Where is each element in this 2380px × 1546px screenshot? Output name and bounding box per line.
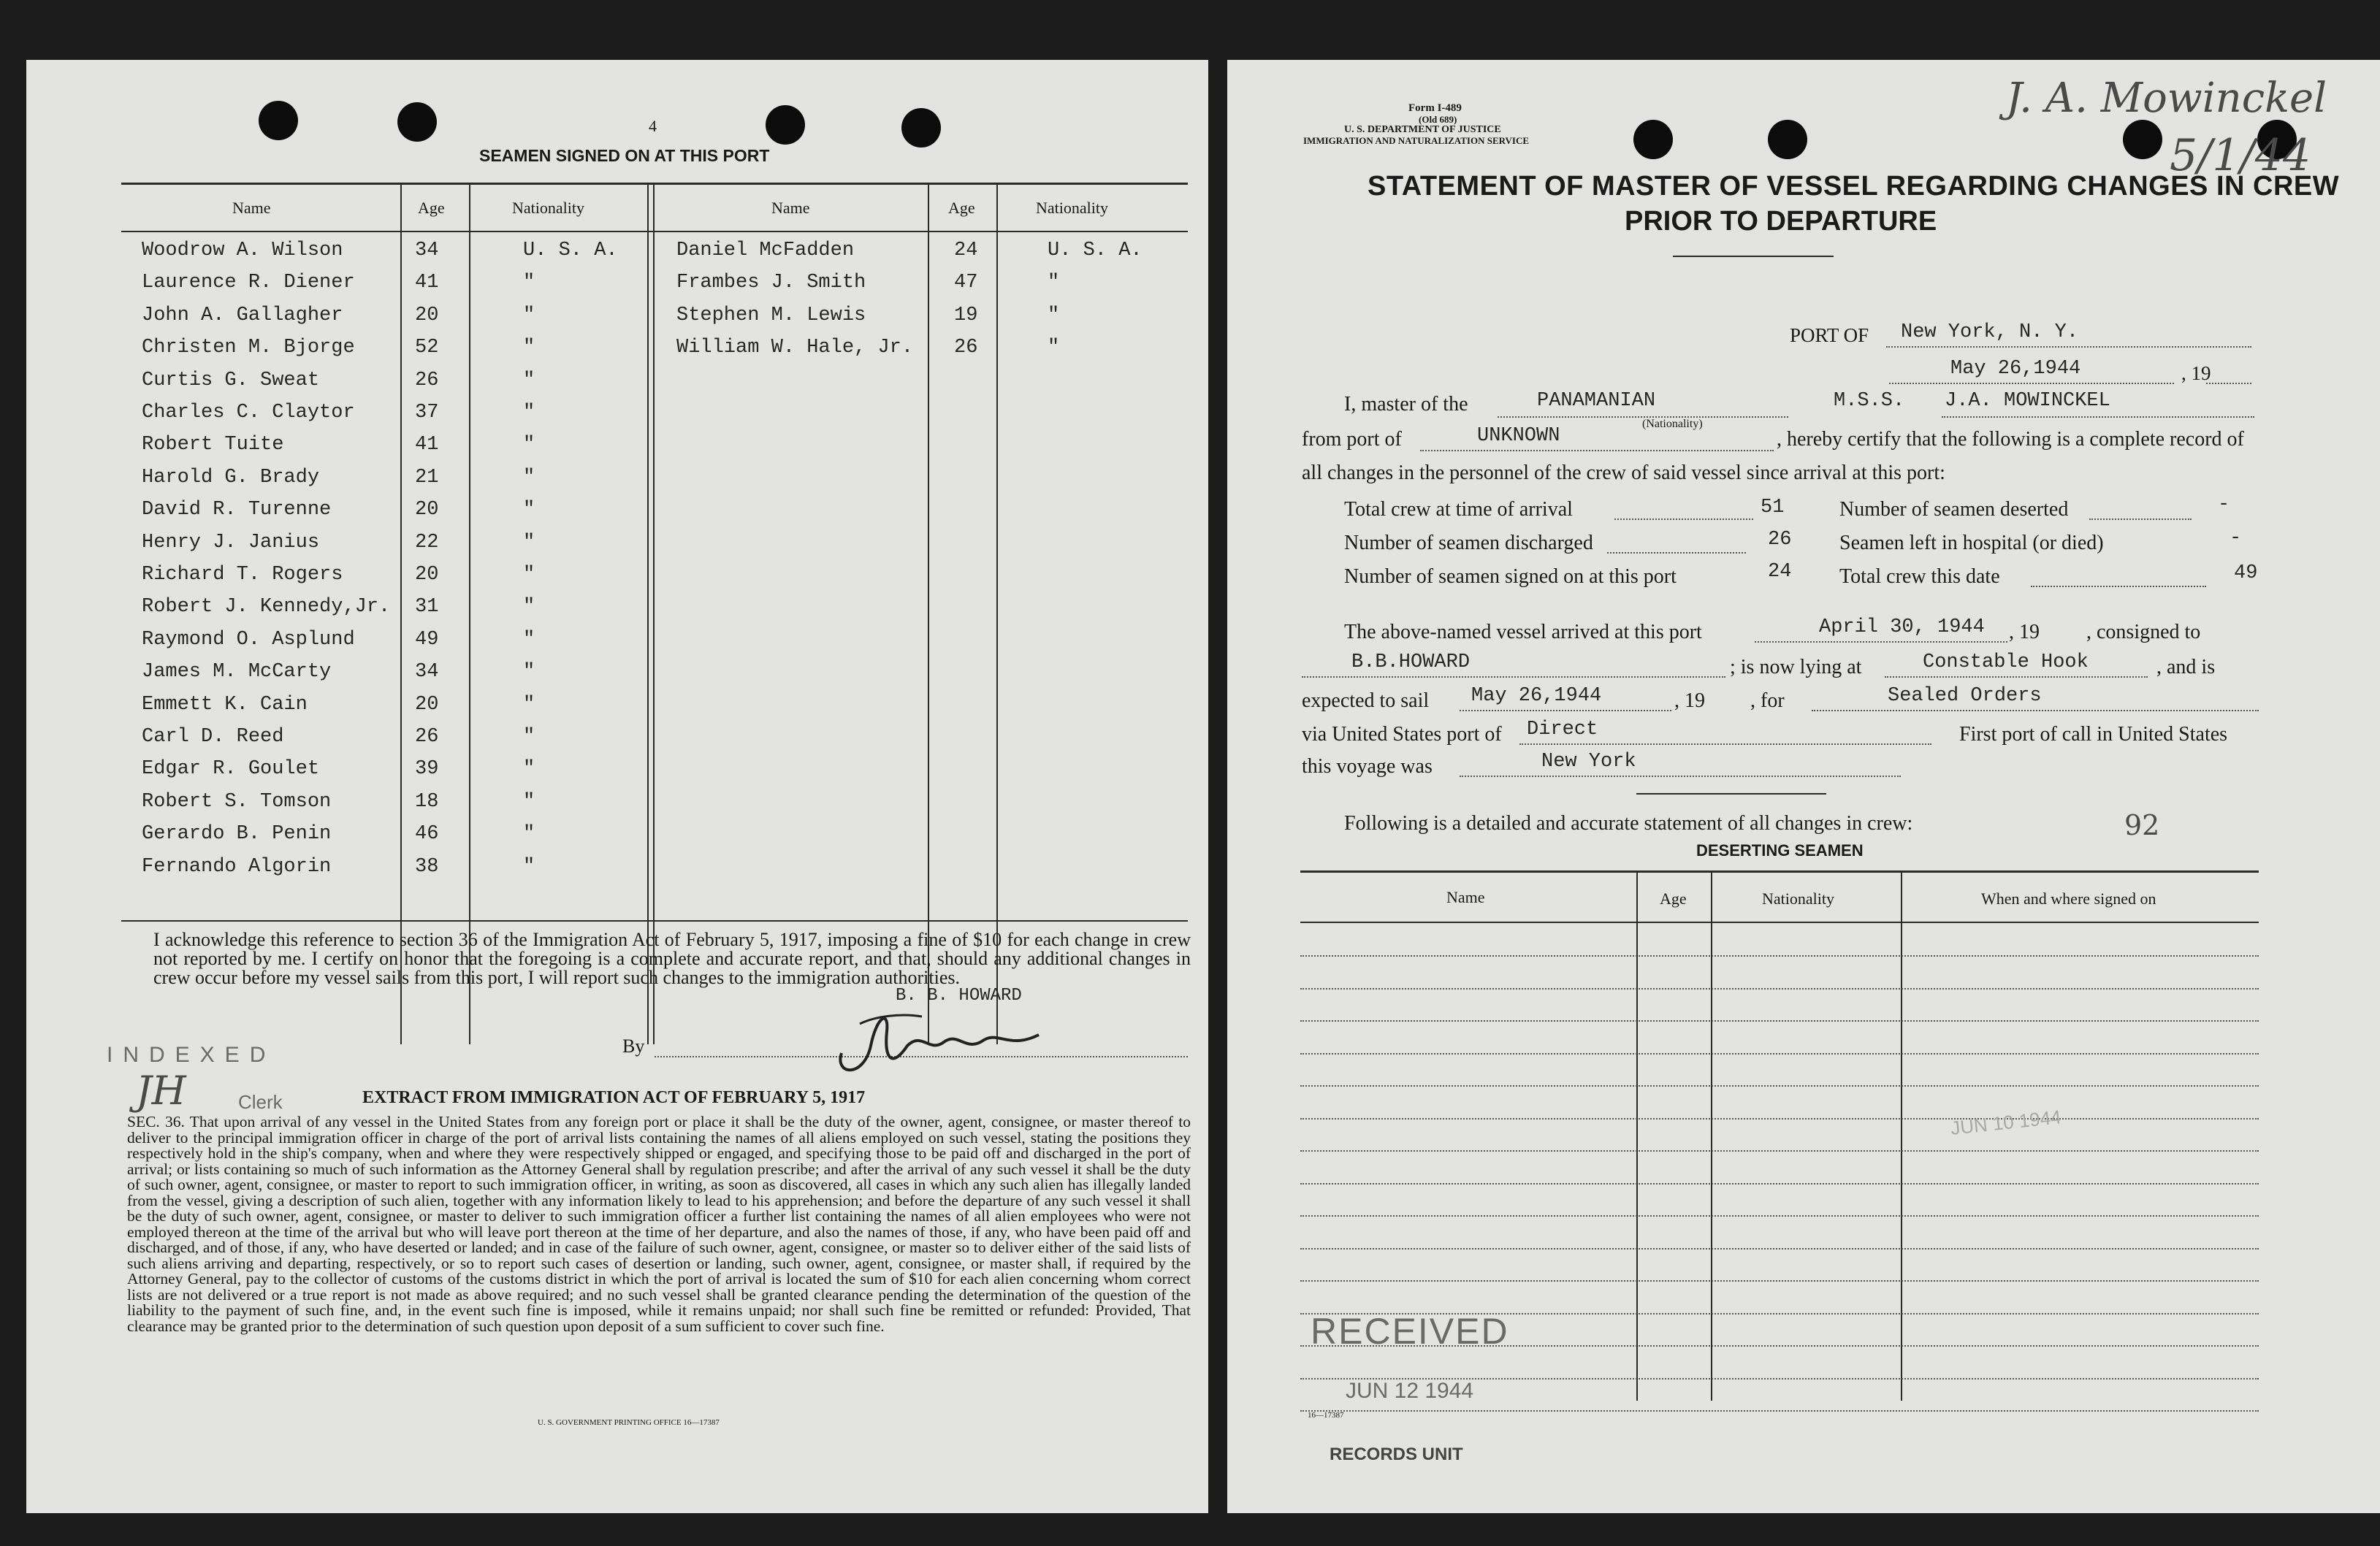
for-label: , for — [1750, 689, 1785, 712]
seaman-nationality: " — [523, 499, 535, 521]
seaman-nationality: " — [523, 790, 535, 813]
consignee-value: B.B.HOWARD — [1351, 651, 1471, 673]
statement-title-1: STATEMENT OF MASTER OF VESSEL REGARDING CHANGES IN CREW — [1368, 171, 2340, 202]
service: IMMIGRATION AND NATURALIZATION SERVICE — [1303, 135, 1530, 146]
lying-value: Constable Hook — [1923, 651, 2089, 673]
seaman-col2-nationality: " — [1048, 337, 1060, 359]
total-date-value: 49 — [2234, 562, 2258, 584]
total-arrival-value: 51 — [1761, 497, 1785, 518]
seaman-name: Carl D. Reed — [142, 726, 284, 748]
seaman-col2-name: Stephen M. Lewis — [676, 304, 866, 326]
deserting-header-when-where: When and where signed on — [1981, 889, 2156, 908]
by-label: By — [622, 1036, 645, 1057]
header-age: Age — [418, 199, 445, 217]
year-suffix: , 19 — [2009, 621, 2040, 643]
deserting-row-line — [1300, 1248, 2259, 1250]
printer-line: U. S. GOVERNMENT PRINTING OFFICE 16—17387 — [538, 1418, 720, 1427]
deserting-row-line — [1300, 1150, 2259, 1152]
deserting-row-line — [1300, 1020, 2259, 1022]
seaman-name: Laurence R. Diener — [142, 272, 355, 294]
date-value: May 26,1944 — [1950, 358, 2081, 380]
expected-year-suffix: , 19 — [1674, 689, 1705, 712]
seaman-col2-age: 47 — [954, 272, 978, 294]
deserting-row-line — [1300, 1085, 2259, 1087]
form-old: (Old 689) — [1419, 114, 1457, 125]
following-text: Following is a detailed and accurate statement of all changes in crew: — [1344, 812, 1913, 835]
seaman-age: 20 — [415, 304, 439, 326]
expected-label: expected to sail — [1302, 689, 1430, 712]
seaman-nationality: " — [523, 693, 535, 716]
seaman-name: Christen M. Bjorge — [142, 337, 355, 359]
arrived-label: The above-named vessel arrived at this port — [1344, 621, 1702, 643]
seaman-col2-name: Daniel McFadden — [676, 240, 855, 261]
signed-label: Number of seamen signed on at this port — [1344, 565, 1677, 588]
seaman-nationality: " — [523, 726, 535, 748]
seaman-nationality: " — [523, 402, 535, 424]
seaman-nationality: " — [523, 434, 535, 456]
from-port-label: from port of — [1302, 428, 1402, 451]
vessel-name: J.A. MOWINCKEL — [1945, 390, 2110, 412]
binder-hole — [397, 102, 437, 142]
indexed-stamp: INDEXED — [107, 1043, 276, 1067]
header-name: Name — [232, 199, 271, 217]
form-number: Form I-489 — [1408, 102, 1462, 114]
seaman-name: Woodrow A. Wilson — [142, 240, 343, 261]
via-value: Direct — [1527, 719, 1598, 741]
master-signature — [820, 1002, 1053, 1082]
via-label: via United States port of — [1302, 723, 1502, 746]
seaman-age: 34 — [415, 661, 439, 684]
seaman-col2-nationality: " — [1048, 304, 1060, 326]
date-suffix: , 19 — [2181, 362, 2211, 384]
form-code: 16—17387 — [1308, 1411, 1344, 1420]
acknowledgment-text: I acknowledge this reference to section 36 of the Immigration Act of February 5, 1917, imposing a fine of $10 for each change in crew not reported by me. I certify on honor that the foregoing is a complete and accurate report, and that, should any additional changes in crew occur before my vessel sails from this port, I will report such changes to the immigration authorities. — [153, 929, 1191, 988]
seaman-col2-nationality: " — [1048, 272, 1060, 294]
handwritten-date: 5/1/44 — [2170, 130, 2311, 181]
deserting-row-line — [1300, 1280, 2259, 1282]
deserting-row-line — [1300, 1183, 2259, 1185]
seaman-age: 39 — [415, 758, 439, 781]
discharged-value: 26 — [1768, 529, 1792, 551]
seaman-nationality: " — [523, 337, 535, 359]
seaman-nationality: " — [523, 758, 535, 781]
seaman-nationality: " — [523, 272, 535, 294]
binder-hole — [766, 105, 805, 145]
records-unit-stamp: RECORDS UNIT — [1330, 1444, 1463, 1464]
seaman-name: Fernando Algorin — [142, 855, 332, 878]
binder-hole — [1633, 120, 1673, 159]
seaman-age: 52 — [415, 337, 439, 359]
port-label: PORT OF — [1790, 324, 1869, 346]
seaman-name: Raymond O. Asplund — [142, 628, 355, 651]
seaman-age: 26 — [415, 369, 439, 391]
seaman-nationality: " — [523, 564, 535, 586]
seaman-col2-age: 19 — [954, 304, 978, 326]
seaman-age: 41 — [415, 434, 439, 456]
left-page — [26, 60, 1208, 1513]
vessel-type: M.S.S. — [1834, 390, 1905, 412]
seaman-name: James M. McCarty — [142, 661, 332, 684]
seaman-age: 38 — [415, 855, 439, 878]
seaman-nationality: " — [523, 661, 535, 684]
deserting-header-nationality: Nationality — [1762, 889, 1834, 908]
voyage-label: this voyage was — [1302, 755, 1433, 778]
seaman-age: 18 — [415, 790, 439, 813]
seaman-age: 31 — [415, 596, 439, 619]
consigned-label: , consigned to — [2086, 621, 2201, 643]
header-nationality-2: Nationality — [1036, 199, 1108, 217]
seaman-age: 20 — [415, 499, 439, 521]
for-value: Sealed Orders — [1888, 685, 2042, 707]
total-date-label: Total crew this date — [1839, 565, 2000, 588]
binder-hole — [1768, 120, 1807, 159]
seaman-col2-name: William W. Hale, Jr. — [676, 337, 914, 359]
faint-stamp-date: JUN 10 1944 — [1949, 1106, 2062, 1139]
signed-value: 24 — [1768, 561, 1792, 583]
from-port-value: UNKNOWN — [1477, 425, 1560, 447]
seaman-col2-age: 26 — [954, 337, 978, 359]
seaman-age: 37 — [415, 402, 439, 424]
department: U. S. DEPARTMENT OF JUSTICE — [1344, 124, 1501, 135]
seaman-name: Robert Tuite — [142, 434, 284, 456]
handwritten-vessel-note: J. A. Mowinckel — [2006, 74, 2327, 122]
seaman-nationality: " — [523, 628, 535, 651]
binder-hole — [259, 101, 298, 140]
seaman-nationality: " — [523, 369, 535, 391]
and-is: , and is — [2156, 656, 2216, 678]
certify-text-2: all changes in the personnel of the crew of said vessel since arrival at this port: — [1302, 462, 1945, 484]
seaman-name: Richard T. Rogers — [142, 564, 343, 586]
seaman-name: Emmett K. Cain — [142, 693, 308, 716]
seaman-name: Edgar R. Goulet — [142, 758, 320, 781]
seaman-age: 41 — [415, 272, 439, 294]
seaman-col2-name: Frambes J. Smith — [676, 272, 866, 294]
seaman-name: David R. Turenne — [142, 499, 332, 521]
seaman-nationality: " — [523, 855, 535, 878]
seaman-name: Curtis G. Sweat — [142, 369, 320, 391]
seaman-nationality: " — [523, 466, 535, 489]
seamen-signed-title: SEAMEN SIGNED ON AT THIS PORT — [479, 146, 770, 165]
hospital-label: Seamen left in hospital (or died) — [1839, 532, 2104, 554]
seaman-name: Charles C. Claytor — [142, 402, 355, 424]
binder-hole — [2123, 120, 2162, 159]
header-nationality: Nationality — [512, 199, 584, 217]
margin-number: 92 — [2124, 809, 2160, 841]
seaman-age: 20 — [415, 564, 439, 586]
extract-text: SEC. 36. That upon arrival of any vessel in the United States from any foreign port or place it shall be the duty of the owner, agent, consignee, or master thereof to deliver to the principal immigration officer in charge of the port of arrival lists containing the names of all aliens employed on such vessel, stating the positions they respectively hold in the ship's company, when and where they were respectively shipped or engaged, and specifying those to be paid off and discharged in the port of arrival; or lists containing so much of such information as the Attorney General shall by regulation prescribe; and after the arrival of any such vessel it shall be the duty of such owner, agent, consignee, or master to report to such immigration officer, in writing, as soon as discovered, all cases in which any such alien has illegally landed from the vessel, giving a description of such alien, together with any information likely to lead to his apprehension; and before the departure of any such vessel it shall be the duty of such owner, agent, consignee, or master to deliver to such immigration officer a further list containing the names of all alien employees who were not employed thereon at the time of the arrival but who will leave port thereon at the time of her departure, and also the names of those, if any, who have been paid off and discharged, and of those, if any, who have deserted or landed; and in case of the failure of such owner, agent, consignee, or master so to deliver either of the said lists of such aliens arriving and departing, respectively, or so to report such cases of desertion or landing, such owner, agent, consignee, or master shall, if required by the Attorney General, pay to the collector of customs of the customs district in which the port of arrival is located the sum of $10 for each alien concerning whom correct lists are not delivered or a true report is not made as above required; and no such vessel shall be granted clearance pending the determination of the question of the liability to the payment of such fine, and, in the event such fine is imposed, while it remains unpaid; nor shall such fine be remitted or refunded: Provided, That clearance may be granted prior to the determination of such question upon deposit of a sum sufficient to cover such fine. — [127, 1113, 1191, 1335]
seaman-nationality: U. S. A. — [523, 240, 618, 261]
seaman-name: Harold G. Brady — [142, 466, 320, 489]
deserting-row-line — [1300, 1053, 2259, 1055]
received-date: JUN 12 1944 — [1346, 1379, 1474, 1403]
seaman-age: 21 — [415, 466, 439, 489]
deserting-row-line — [1300, 955, 2259, 957]
seaman-name: John A. Gallagher — [142, 304, 343, 326]
seaman-age: 20 — [415, 693, 439, 716]
deserting-row-line — [1300, 1215, 2259, 1217]
deserted-value: - — [2218, 494, 2230, 516]
seaman-col2-age: 24 — [954, 240, 978, 261]
clerk-initials: JH — [136, 1068, 186, 1114]
deserting-row-line — [1300, 1410, 2259, 1412]
signature-text — [874, 1025, 934, 1041]
seaman-name: Gerardo B. Penin — [142, 823, 332, 846]
seaman-age: 22 — [415, 531, 439, 554]
seaman-age: 46 — [415, 823, 439, 846]
nationality-caption: (Nationality) — [1642, 418, 1703, 430]
arrived-value: April 30, 1944 — [1819, 616, 1985, 638]
binder-hole — [901, 108, 941, 148]
seaman-name: Robert S. Tomson — [142, 790, 332, 813]
lying-label: ; is now lying at — [1730, 656, 1862, 678]
seaman-nationality: " — [523, 823, 535, 846]
nationality-value: PANAMANIAN — [1537, 390, 1656, 412]
discharged-label: Number of seamen discharged — [1344, 532, 1593, 554]
total-arrival-label: Total crew at time of arrival — [1344, 498, 1573, 521]
port-value: New York, N. Y. — [1901, 321, 2079, 343]
master-prefix: I, master of the — [1344, 393, 1468, 416]
hospital-value: - — [2230, 527, 2242, 549]
seaman-nationality: " — [523, 531, 535, 554]
voyage-value: New York — [1541, 751, 1636, 773]
seaman-age: 26 — [415, 726, 439, 748]
statement-title-2: PRIOR TO DEPARTURE — [1625, 206, 1937, 237]
right-page — [1227, 60, 2380, 1513]
page-number: 4 — [649, 117, 657, 135]
deserting-header-name: Name — [1446, 888, 1485, 906]
deserting-row-line — [1300, 988, 2259, 990]
seaman-name: Robert J. Kennedy,Jr. — [142, 596, 391, 619]
seaman-name: Henry J. Janius — [142, 531, 320, 554]
seaman-nationality: " — [523, 304, 535, 326]
first-port-label: First port of call in United States — [1959, 723, 2228, 746]
agent-name: B. B. HOWARD — [896, 986, 1022, 1006]
deserting-row-line — [1300, 1118, 2259, 1120]
header-age-2: Age — [948, 199, 975, 217]
clerk-label: Clerk — [238, 1091, 283, 1113]
deserting-title: DESERTING SEAMEN — [1696, 841, 1864, 860]
seaman-nationality: " — [523, 596, 535, 619]
deserting-header-age: Age — [1660, 889, 1687, 908]
seaman-col2-nationality: U. S. A. — [1048, 240, 1143, 261]
extract-title: EXTRACT FROM IMMIGRATION ACT OF FEBRUARY 5, 1917 — [362, 1088, 866, 1107]
deserted-label: Number of seamen deserted — [1839, 498, 2069, 521]
received-stamp: RECEIVED — [1311, 1311, 1509, 1352]
seaman-age: 34 — [415, 240, 439, 261]
seaman-age: 49 — [415, 628, 439, 651]
certify-text: , hereby certify that the following is a complete record of — [1777, 428, 2244, 451]
header-name-2: Name — [771, 199, 810, 217]
expected-value: May 26,1944 — [1471, 685, 1602, 707]
